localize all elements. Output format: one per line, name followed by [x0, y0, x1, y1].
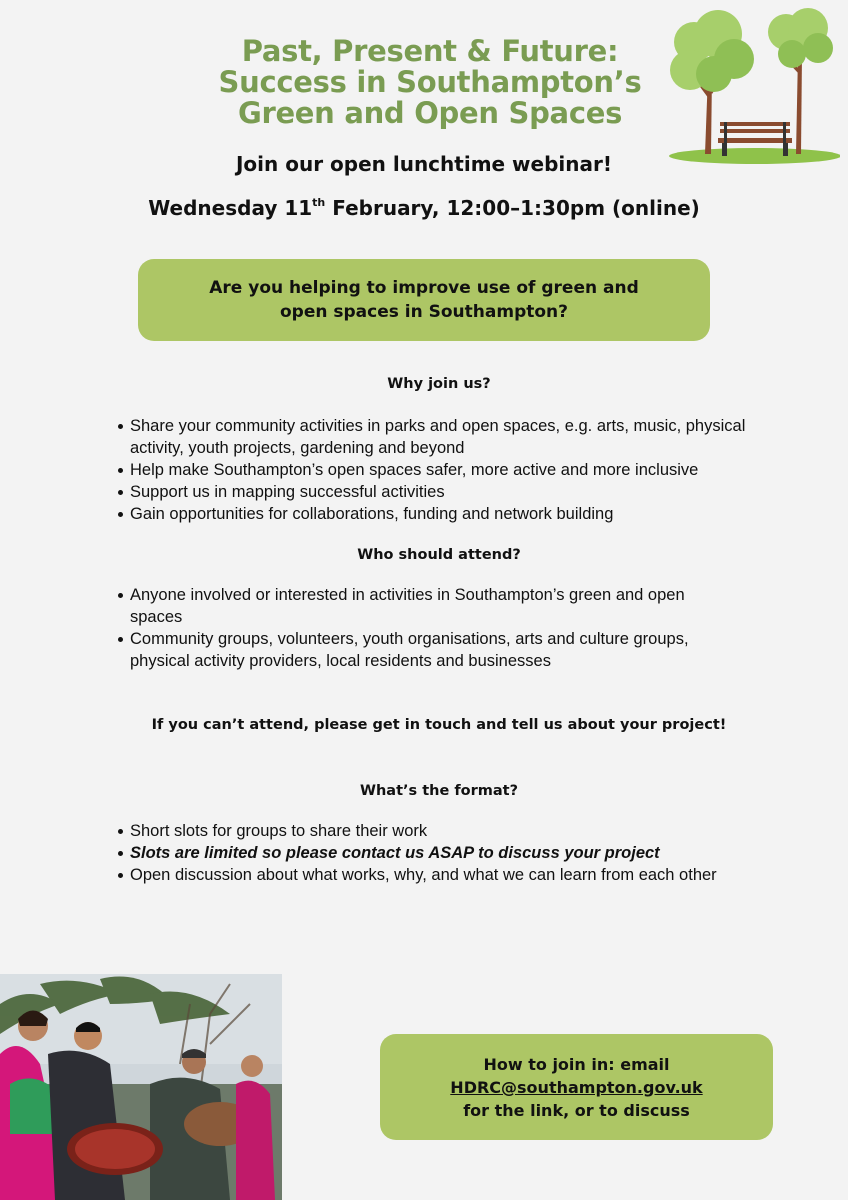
community-event-photo: [0, 974, 282, 1200]
list-item: Community groups, volunteers, youth organisations, arts and culture groups, physical activity providers, local residents and businesses: [130, 628, 740, 672]
list-item: Anyone involved or interested in activities in Southampton’s green and open spaces: [130, 584, 740, 628]
list-item: Open discussion about what works, why, and what we can learn from each other: [130, 864, 810, 886]
contact-note: If you can’t attend, please get in touch and tell us about your project!: [151, 717, 727, 733]
why-heading: Why join us?: [387, 376, 491, 392]
event-date: [0, 196, 848, 220]
callout-text: Are you helping to improve use of green and open spaces in Southampton?: [209, 278, 639, 322]
title-line-1: Past, Present & Future:: [241, 34, 619, 68]
who-list: [130, 584, 740, 672]
list-item: Support us in mapping successful activities: [130, 481, 760, 503]
list-item: Slots are limited so please contact us ASAP to discuss your project: [130, 842, 810, 864]
join-line-1: How to join in: email: [483, 1054, 670, 1074]
list-item: Help make Southampton’s open spaces safer, more active and more inclusive: [130, 459, 760, 481]
email-link[interactable]: HDRC@southampton.gov.uk: [450, 1077, 703, 1097]
title-line-3: Green and Open Spaces: [237, 96, 623, 130]
page-title: [150, 36, 710, 129]
trees-and-bench-illustration: [662, 4, 840, 170]
join-line-3: for the link, or to discuss: [463, 1100, 690, 1120]
title-line-2: Success in Southampton’s: [218, 65, 642, 99]
why-list: [130, 415, 760, 525]
who-heading: Who should attend?: [357, 547, 521, 563]
date-suffix: th: [312, 196, 326, 209]
format-heading: What’s the format?: [359, 783, 518, 799]
join-box: [380, 1034, 773, 1140]
list-item: Gain opportunities for collaborations, funding and network building: [130, 503, 760, 525]
date-prefix: Wednesday 11: [148, 196, 313, 220]
format-list: [130, 820, 810, 886]
list-item: Short slots for groups to share their work: [130, 820, 810, 842]
list-item: Share your community activities in parks and open spaces, e.g. arts, music, physical activity, youth projects, gardening and beyond: [130, 415, 760, 459]
webinar-invite: Join our open lunchtime webinar!: [235, 152, 612, 176]
date-rest: February, 12:00–1:30pm (online): [325, 196, 700, 220]
question-callout: [138, 259, 710, 341]
